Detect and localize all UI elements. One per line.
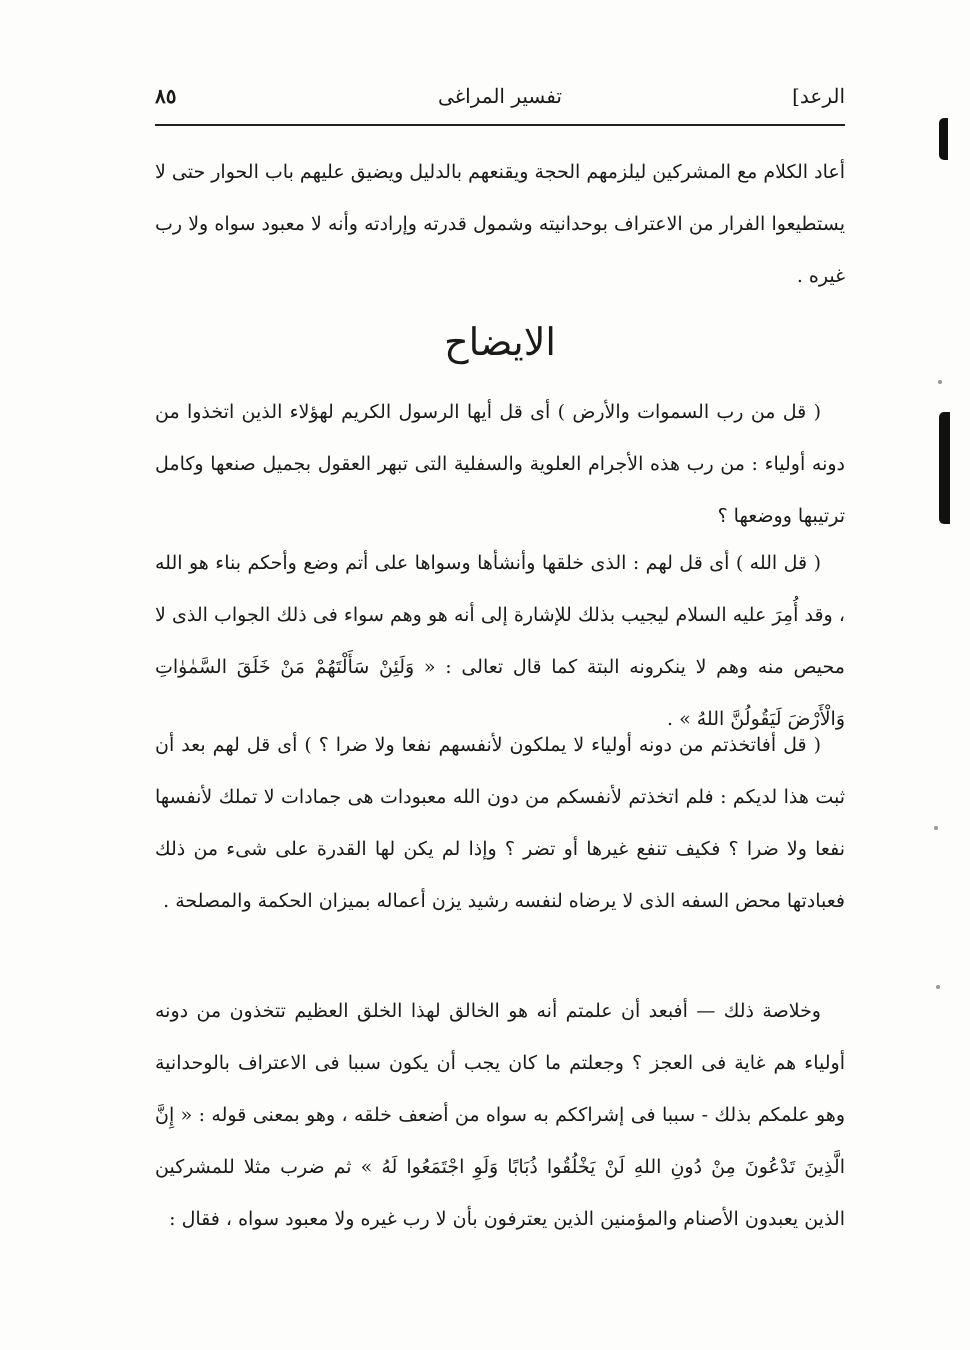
- explanation-paragraph-3: ( قل أفاتخذتم من دونه أولياء لا يملكون لأنفسهم نفعا ولا ضرا ؟ ) أى قل لهم بعد أن ثبت هذا لديكم : فلم اتخذتم لأنفسكم من دون الله معبودات هى جمادات لا تملك لأنفسها نفعا ولا ضرا ؟ فكيف تنفع غيرها أو تضر ؟ وإذا لم يكن لها القدرة على شىء من ذلك فعبادتها محض السفه الذى لا يرضاه لنفسه رشيد يزن أعماله بميزان الحكمة والمصلحة .: [155, 734, 845, 912]
- book-title: تفسير المراغى: [438, 84, 562, 108]
- scan-edge-mark: [939, 118, 948, 160]
- scan-speck: [938, 380, 942, 384]
- scan-speck: [934, 826, 938, 830]
- section-title: الايضاح: [444, 320, 556, 364]
- scan-edge-mark: [939, 412, 950, 524]
- chapter-name: الرعد]: [792, 84, 845, 108]
- explanation-paragraph-2: ( قل الله ) أى قل لهم : الذى خلقها وأنشأها وسواها على أتم وضع وأحكم بناء هو الله ، وقد أُمِرَ عليه السلام ليجيب بذلك للإشارة إلى أنه هو وهم سواء فى ذلك الجواب الذى لا محيص منه وهم لا ينكرونه البتة كما قال تعالى : « وَلَئِنْ سَأَلْتَهُمْ مَنْ خَلَقَ السَّمٰوٰاتِ وَالْأَرْضَ لَيَقُولُنَّ اللهُ » .: [155, 552, 845, 730]
- page-header: [155, 78, 845, 118]
- header-rule: [155, 124, 845, 126]
- summary-paragraph: وخلاصة ذلك — أفبعد أن علمتم أنه هو الخالق لهذا الخلق العظيم تتخذون من دونه أولياء هم غاية فى العجز ؟ وجعلتم ما كان يجب أن يكون سببا فى الاعتراف بالوحدانية وهو علمكم بذلك - سببا فى إشراككم به سواه من أضعف خلقه ، وهو بمعنى قوله : « إِنَّ الَّذِينَ تَدْعُونَ مِنْ دُونِ اللهِ لَنْ يَخْلُقُوا ذُبَابًا وَلَوِ اجْتَمَعُوا لَهُ » ثم ضرب مثلا للمشركين الذين يعبدون الأصنام والمؤمنين الذين يعترفون بأن لا رب غيره ولا معبود سواه ، فقال :: [155, 1000, 845, 1230]
- scan-speck: [936, 985, 940, 989]
- explanation-paragraph-1: ( قل من رب السموات والأرض ) أى قل أيها الرسول الكريم لهؤلاء الذين اتخذوا من دونه أولياء : من رب هذه الأجرام العلوية والسفلية التى تبهر العقول بجميل صنعها وكامل ترتيبها ووضعها ؟: [155, 401, 845, 527]
- intro-paragraph: أعاد الكلام مع المشركين ليلزمهم الحجة ويقنعهم بالدليل ويضيق عليهم باب الحوار حتى لا يستطيعوا الفرار من الاعتراف بوحدانيته وشمول قدرته وإرادته وأنه لا معبود سواه ولا رب غيره .: [155, 161, 845, 287]
- page-number: ٨٥: [155, 84, 177, 108]
